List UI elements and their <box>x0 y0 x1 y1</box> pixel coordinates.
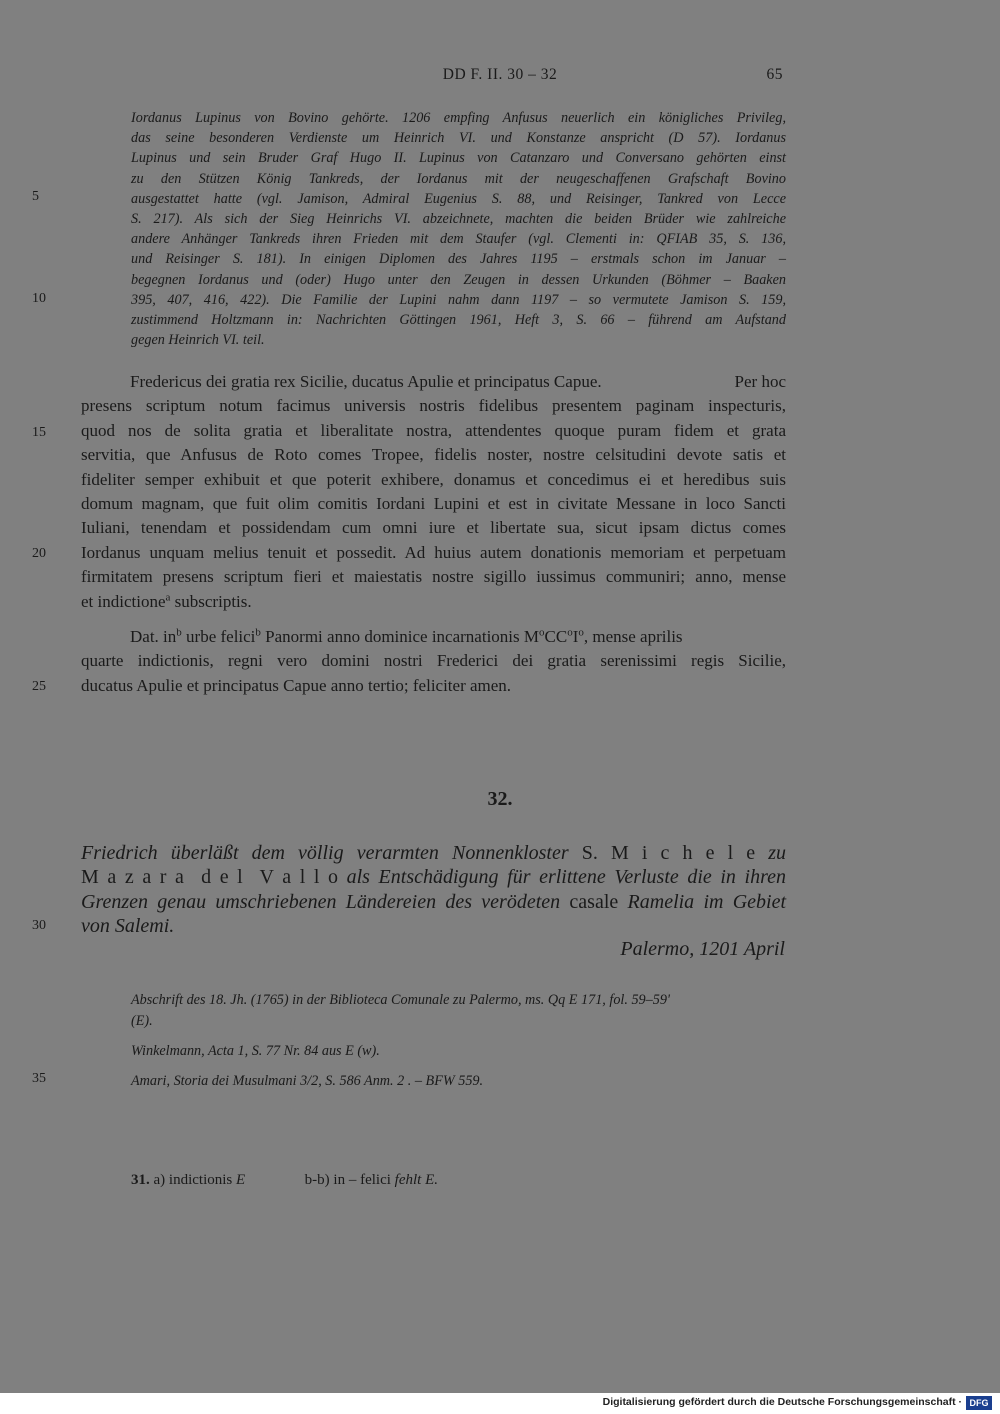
regest-line <box>81 841 786 865</box>
line-number-10: 10 <box>32 291 46 306</box>
regest-line: von Salemi. <box>81 915 175 938</box>
note-line: Iordanus Lupinus von Bovino gehörte. 1206 empfing Anfusus neuerlich ein königliches Privileg, <box>131 110 786 126</box>
footnote-mark-b: b <box>176 626 182 639</box>
note-line: begegnen Iordanus und (oder) Hugo unter den Zeugen in dessen Urkunden (Böhmer – Baaken <box>131 271 786 288</box>
charter-line: domum magnam, que fuit olim comitis Iordani Lupini et est in civitate Messane in loco Sancti <box>81 494 786 514</box>
text-span: Panormi anno dominice incarnationis M <box>260 627 540 646</box>
text-span: subscriptis. <box>170 591 252 611</box>
note-line: zustimmend Holtzmann in: Nachrichten Göttingen 1961, Heft 3, S. 66 – führend am Aufstand <box>131 312 786 329</box>
footnote-a: a) indictionis <box>153 1172 233 1188</box>
intitulatio: Fredericus dei gratia rex Sicilie, ducatus Apulie et principatus Capue. <box>130 372 602 391</box>
note-line: zu den Stützen König Tankreds, der Iordanus mit der neugeschaffenen Grafschaft Bovino <box>131 170 786 187</box>
regest-line <box>81 890 786 914</box>
footer-bar <box>0 1393 1000 1414</box>
intitulatio-line <box>81 370 786 394</box>
text-span: et indictione <box>81 591 166 611</box>
superscript-o: o <box>578 626 584 639</box>
line-number-5: 5 <box>32 189 39 204</box>
charter-text <box>81 370 786 614</box>
text-span: als Entschädigung für erlittene Verluste die in ihren <box>346 866 786 889</box>
footnote-number: 31. <box>131 1172 150 1188</box>
text-span: , mense aprilis <box>583 627 683 646</box>
footnote-mark-a: a <box>165 591 171 603</box>
note-line: das seine besonderen Verdienste um Heinrich VI. und Konstanze anspricht (D 57). Iordanus <box>131 130 786 147</box>
superscript-o: o <box>539 626 545 639</box>
note-line: andere Anhänger Tankreds ihren Frieden mit dem Staufer (vgl. Clementi in: QFIAB 35, S. 136, <box>131 231 786 248</box>
page-number: 65 <box>766 66 783 83</box>
charter-line: Iordanus unquam melius tenuit et possedit. Ad huius autem donationis memoriam et perpetuam <box>81 542 786 562</box>
source-line: Amari, Storia dei Musulmani 3/2, S. 586 Anm. 2 . – BFW 559. <box>131 1073 484 1089</box>
line-number-30: 30 <box>32 918 46 933</box>
superscript-o: o <box>567 626 573 639</box>
source-line: Winkelmann, Acta 1, S. 77 Nr. 84 aus E (w). <box>131 1043 380 1059</box>
running-title: DD F. II. 30 – 32 <box>442 66 558 83</box>
charter-line: quod nos de solita gratia et liberalitate nostra, attendentes quoque puram fidem et grata <box>81 420 786 440</box>
note-line: und Reisinger S. 181). In einigen Diplomen des Jahres 1195 – erstmals schon im Januar – <box>131 251 786 268</box>
charter-line <box>81 590 786 614</box>
charter-line: fideliter semper exhibuit et que poterit exhibere, donamus et concedimus ei et heredibus suis <box>81 469 786 489</box>
document-number: 32. <box>487 788 513 810</box>
note-line: S. 217). Als sich der Sieg Heinrichs VI. abzeichnete, machten die beiden Brüder wie zahlreiche <box>131 211 786 228</box>
datum-clause <box>81 625 786 698</box>
line-number-35: 35 <box>32 1071 46 1086</box>
charter-line: Iuliani, tenendam et possidendam cum omni iure et libertate sua, sicut ipsam dictus comes <box>81 518 786 538</box>
text-span: zu <box>768 842 787 864</box>
place-date: Palermo, 1201 April <box>620 938 785 960</box>
note-line: gegen Heinrich VI. teil. <box>131 332 265 349</box>
charter-line: firmitatem presens scriptum fieri et maiestatis nostre sigillo iussimus communiri; anno, mense <box>81 567 786 587</box>
footnote-a-siglum: E <box>236 1172 246 1188</box>
datum-line: ducatus Apulie et principatus Capue anno tertio; feliciter amen. <box>81 675 512 695</box>
place-name: M a z a r a d e l V a l l o <box>81 866 339 889</box>
place-name: S. M i c h e l e <box>581 842 756 864</box>
footnote-b-text: fehlt E. <box>394 1172 438 1188</box>
footnotes <box>131 1172 438 1189</box>
text-span: Dat. in <box>130 627 177 646</box>
source-line: Abschrift des 18. Jh. (1765) in der Biblioteca Comunale zu Palermo, ms. Qq E 171, fol. 59–59' <box>131 992 670 1008</box>
text-span: Grenzen genau umschriebenen Ländereien des verödeten <box>81 890 561 913</box>
charter-line: presens scriptum notum facimus universis nostris fidelibus presentem paginam inspecturis, <box>81 396 786 416</box>
per-hoc: Per hoc <box>734 372 786 391</box>
regest-line <box>81 865 786 889</box>
text-span: CC <box>544 627 568 646</box>
datum-line: quarte indictionis, regni vero domini nostri Frederici dei gratia serenissimi regis Sicilie, <box>81 651 786 671</box>
charter-line: servitia, que Anfusus de Roto comes Tropee, fidelis noster, nostre celsitudini devote satis et <box>81 445 786 465</box>
line-number-15: 15 <box>32 425 46 440</box>
text-span: urbe felici <box>181 627 256 646</box>
commentary-note <box>131 108 786 350</box>
note-line: Lupinus und sein Bruder Graf Hugo II. Lupinus von Catanzaro und Conversano gehörten einst <box>131 150 786 167</box>
footnote-b: b-b) in – felici <box>304 1172 391 1188</box>
text-span: Friedrich überläßt dem völlig verarmten Nonnenkloster <box>81 842 569 864</box>
line-number-25: 25 <box>32 679 46 694</box>
text-span: casale <box>569 890 619 913</box>
funding-credit: Digitalisierung gefördert durch die Deutsche Forschungsgemeinschaft · <box>602 1396 962 1408</box>
line-number-20: 20 <box>32 546 46 561</box>
datum-line <box>81 625 786 649</box>
note-line: ausgestattet hatte (vgl. Jamison, Admiral Eugenius S. 88, und Reisinger, Tankred von Lecce <box>131 190 786 207</box>
footnote-mark-b: b <box>255 626 261 639</box>
text-span: Ramelia im Gebiet <box>627 890 787 913</box>
text-span: I <box>572 627 579 646</box>
regest <box>81 841 786 939</box>
dfg-logo-icon: DFG <box>966 1396 992 1410</box>
note-line: 395, 407, 416, 422). Die Familie der Lupini nahm dann 1197 – so vermutete Jamison S. 159, <box>131 291 786 308</box>
source-line: (E). <box>131 1013 153 1029</box>
